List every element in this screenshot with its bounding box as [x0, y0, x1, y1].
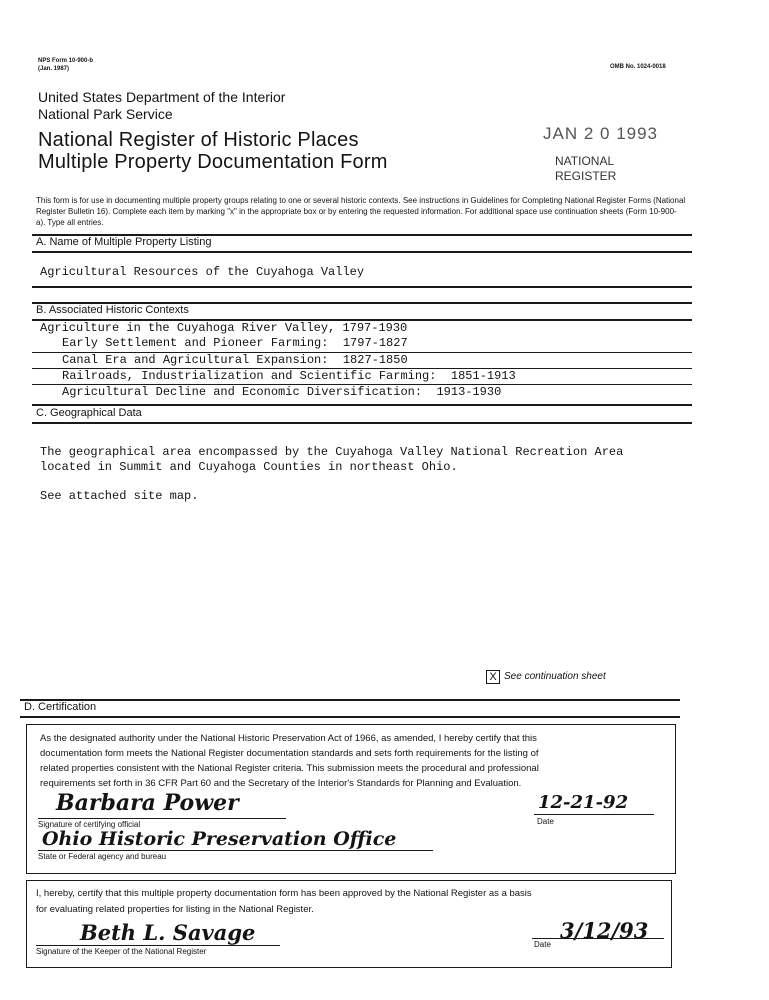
- form-instructions: This form is for use in documenting multiple property groups relating to one or several historic contexts. See instructions in Guidelines for Completing National Register Forms (National Register Bulletin 16). Complete each item by marking "x" in the appropriate box or by entering the requested information. For additional space use continuation sheets (Form 10-900-a). Type all entries.: [36, 196, 686, 227]
- cert-text-line4: requirements set forth in 36 CFR Part 60 and the Secretary of the Interior's Standards for Planning and Evaluation.: [40, 778, 522, 789]
- official-signature-date: 12-21-92: [538, 792, 629, 813]
- context-line: Early Settlement and Pioneer Farming: 1797-1827: [62, 336, 408, 350]
- approval-text-line2: for evaluating related properties for listing in the National Register.: [36, 904, 314, 915]
- date-label: Date: [537, 817, 554, 826]
- context-line: Canal Era and Agricultural Expansion: 1827-1850: [62, 353, 408, 367]
- agency-line: [38, 850, 433, 851]
- context-line: Agriculture in the Cuyahoga River Valley, 1797-1930: [40, 321, 408, 335]
- department-name: United States Department of the Interior: [38, 89, 286, 105]
- section-a-bottom-rule: [32, 286, 692, 288]
- section-d-top-rule: [20, 699, 680, 701]
- cert-text-line2: documentation form meets the National Register documentation standards and sets forth requirements for the listing of: [40, 748, 539, 759]
- form-date: (Jan. 1987): [38, 66, 70, 72]
- official-signature: Barbara Power: [56, 790, 239, 816]
- context-line: Agricultural Decline and Economic Diversification: 1913-1930: [62, 385, 502, 399]
- omb-number: OMB No. 1024-0018: [610, 64, 666, 70]
- context-line: Railroads, Industrialization and Scientific Farming: 1851-1913: [62, 369, 516, 383]
- section-c-heading: C. Geographical Data: [36, 407, 142, 419]
- received-stamp-line1: NATIONAL: [555, 154, 615, 168]
- continuation-checkbox[interactable]: X: [486, 670, 500, 684]
- form-number: NPS Form 10-900-b: [38, 58, 94, 64]
- agency-handwritten: Ohio Historic Preservation Office: [42, 828, 397, 850]
- approval-text-line1: I, hereby, certify that this multiple property documentation form has been approved by the National Register as a basis: [36, 888, 532, 899]
- cert-text-line3: related properties consistent with the National Register criteria. This submission meets the procedural and professional: [40, 763, 539, 774]
- section-d-heading: D. Certification: [24, 701, 97, 713]
- agency-label: State or Federal agency and bureau: [38, 852, 167, 861]
- section-d-mid-rule: [20, 716, 680, 718]
- section-b-bottom-rule: [32, 404, 692, 406]
- property-listing-name: Agricultural Resources of the Cuyahoga Valley: [40, 265, 365, 279]
- cert-text-line1: As the designated authority under the National Historic Preservation Act of 1966, as amended, I hereby certify that this: [40, 733, 537, 744]
- received-stamp-date: JAN 2 0 1993: [543, 124, 659, 143]
- keeper-label: Signature of the Keeper of the National Register: [36, 947, 207, 956]
- signature-label: Signature of certifying official: [38, 820, 141, 829]
- keeper-date-label: Date: [534, 940, 551, 949]
- form-title-line1: National Register of Historic Places: [38, 129, 359, 151]
- keeper-date-line: [532, 938, 664, 939]
- keeper-signature-line: [36, 945, 280, 946]
- continuation-label: See continuation sheet: [504, 671, 606, 682]
- section-a-heading: A. Name of Multiple Property Listing: [36, 236, 212, 248]
- received-stamp-line2: REGISTER: [555, 169, 617, 183]
- form-title-line2: Multiple Property Documentation Form: [38, 151, 388, 173]
- site-map-note: See attached site map.: [40, 489, 199, 503]
- date-line: [534, 814, 654, 815]
- keeper-date: 3/12/93: [560, 918, 649, 943]
- geo-paragraph-line2: located in Summit and Cuyahoga Counties in northeast Ohio.: [40, 460, 458, 474]
- section-a-mid-rule: [32, 251, 692, 253]
- signature-line: [38, 818, 286, 819]
- service-name: National Park Service: [38, 106, 173, 122]
- section-c-mid-rule: [32, 422, 692, 424]
- section-b-heading: B. Associated Historic Contexts: [36, 304, 189, 316]
- keeper-signature: Beth L. Savage: [80, 920, 256, 945]
- geo-paragraph-line1: The geographical area encompassed by the Cuyahoga Valley National Recreation Area: [40, 445, 624, 459]
